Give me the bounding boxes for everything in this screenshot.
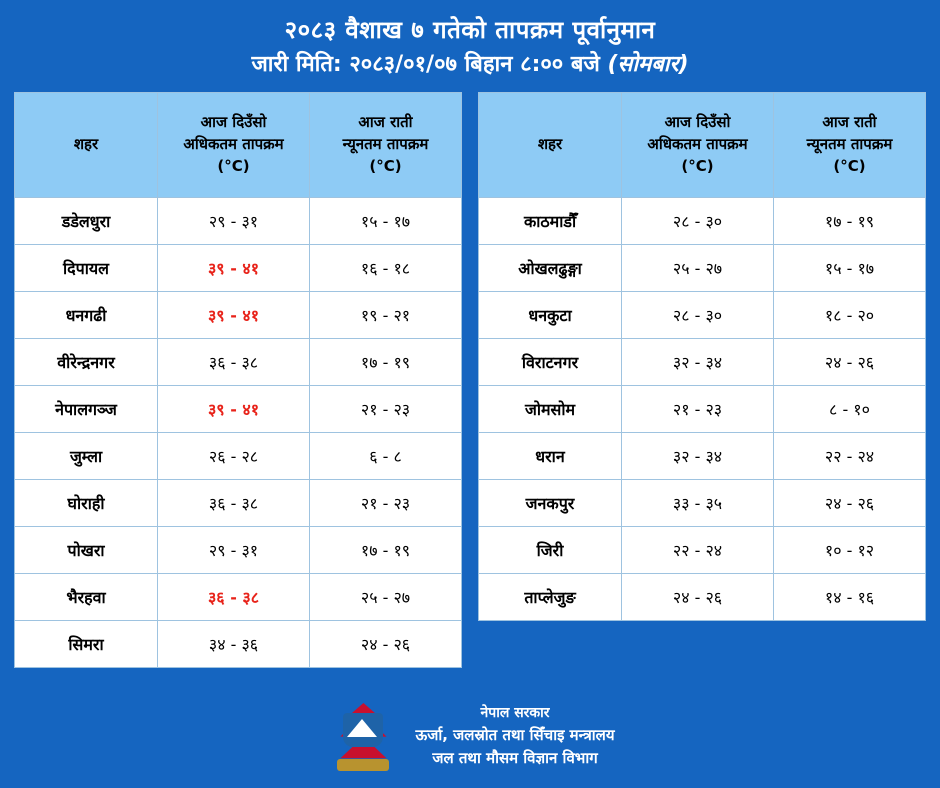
cell-min-temp: २४ - २६ [774, 339, 926, 386]
cell-city: घोराही [15, 480, 158, 527]
table-row [15, 621, 462, 668]
cell-city: धरान [479, 433, 622, 480]
max-temp-line1: आज दिउँसो [664, 113, 731, 132]
table-row [479, 198, 926, 245]
poster-footer [0, 688, 940, 788]
cell-city: काठमाडौँ [479, 198, 622, 245]
table-row [479, 292, 926, 339]
cell-max-temp: २२ - २४ [622, 527, 774, 574]
cell-max-temp: २८ - ३० [622, 292, 774, 339]
max-temp-unit: (°C) [217, 156, 250, 175]
cell-city: ओखलढुङ्गा [479, 245, 622, 292]
max-temp-line2: अधिकतम तापक्रम [183, 135, 284, 154]
cell-city: दिपायल [15, 245, 158, 292]
table-body-left [15, 198, 462, 668]
cell-city: जोमसोम [479, 386, 622, 433]
cell-min-temp: ८ - १० [774, 386, 926, 433]
page-title: २०८३ वैशाख ७ गतेको तापक्रम पूर्वानुमान [284, 16, 656, 44]
min-temp-unit: (°C) [833, 156, 866, 175]
table-row [15, 480, 462, 527]
cell-city: वीरेन्द्रनगर [15, 339, 158, 386]
cell-max-temp: ३९ - ४१ [158, 245, 310, 292]
cell-city: भैरहवा [15, 574, 158, 621]
table-row [479, 433, 926, 480]
cell-min-temp: ६ - ८ [310, 433, 462, 480]
table-body-right [479, 198, 926, 621]
cell-max-temp: २१ - २३ [622, 386, 774, 433]
cell-min-temp: २१ - २३ [310, 480, 462, 527]
min-temp-line1: आज राती [822, 113, 877, 132]
cell-max-temp: ३६ - ३८ [158, 480, 310, 527]
min-temp-line2: न्यूनतम तापक्रम [806, 135, 893, 154]
cell-max-temp: ३६ - ३८ [158, 574, 310, 621]
min-temp-line2: न्यूनतम तापक्रम [342, 135, 429, 154]
cell-min-temp: २२ - २४ [774, 433, 926, 480]
forecast-table-left [14, 92, 462, 668]
cell-min-temp: १७ - १९ [310, 527, 462, 574]
cell-min-temp: १८ - २० [774, 292, 926, 339]
cell-max-temp: २५ - २७ [622, 245, 774, 292]
column-header-min-temp [310, 93, 462, 198]
table-row [479, 245, 926, 292]
cell-max-temp: २४ - २६ [622, 574, 774, 621]
cell-city: सिमरा [15, 621, 158, 668]
cell-min-temp: २४ - २६ [774, 480, 926, 527]
cell-max-temp: ३९ - ४१ [158, 386, 310, 433]
table-row [479, 574, 926, 621]
table-row [15, 245, 462, 292]
table-row [15, 386, 462, 433]
footer-text [415, 703, 614, 769]
cell-max-temp: ३४ - ३६ [158, 621, 310, 668]
cell-city: जिरी [479, 527, 622, 574]
column-header-city: शहर [479, 93, 622, 198]
table-row [479, 386, 926, 433]
cell-max-temp: २९ - ३१ [158, 198, 310, 245]
column-header-city: शहर [15, 93, 158, 198]
table-row [15, 574, 462, 621]
table-row [479, 527, 926, 574]
cell-min-temp: १५ - १७ [774, 245, 926, 292]
table-row [479, 339, 926, 386]
cell-min-temp: २५ - २७ [310, 574, 462, 621]
cell-city: जनकपुर [479, 480, 622, 527]
column-header-min-temp [774, 93, 926, 198]
cell-city: धनगढी [15, 292, 158, 339]
table-header-row [479, 93, 926, 198]
footer-line-ministry: ऊर्जा, जलस्रोत तथा सिँचाइ मन्त्रालय [415, 726, 615, 744]
emblem-mountain-icon [347, 719, 377, 737]
table-row [15, 198, 462, 245]
forecast-table-right [478, 92, 926, 621]
cell-max-temp: ३६ - ३८ [158, 339, 310, 386]
cell-city: ताप्लेजुङ [479, 574, 622, 621]
cell-min-temp: २१ - २३ [310, 386, 462, 433]
cell-city: धनकुटा [479, 292, 622, 339]
table-header-row [15, 93, 462, 198]
table-head-left [15, 93, 462, 198]
issued-datetime [20, 50, 920, 80]
cell-max-temp: २८ - ३० [622, 198, 774, 245]
cell-max-temp: ३२ - ३४ [622, 339, 774, 386]
column-header-max-temp [622, 93, 774, 198]
footer-line-department: जल तथा मौसम विज्ञान विभाग [432, 748, 598, 767]
table-row [15, 292, 462, 339]
max-temp-unit: (°C) [681, 156, 714, 175]
emblem-base-band [337, 759, 389, 771]
cell-max-temp: २६ - २८ [158, 433, 310, 480]
cell-min-temp: २४ - २६ [310, 621, 462, 668]
cell-min-temp: १५ - १७ [310, 198, 462, 245]
cell-city: विराटनगर [479, 339, 622, 386]
table-row [15, 339, 462, 386]
issued-datetime-text: जारी मिति: २०८३/०१/०७ बिहान ८:०० बजे [251, 52, 608, 78]
cell-min-temp: १४ - १६ [774, 574, 926, 621]
nepal-emblem-icon [325, 697, 401, 775]
cell-max-temp: २९ - ३१ [158, 527, 310, 574]
cell-city: डडेलधुरा [15, 198, 158, 245]
footer-line-government: नेपाल सरकार [480, 705, 550, 721]
cell-max-temp: ३२ - ३४ [622, 433, 774, 480]
cell-min-temp: १७ - १९ [310, 339, 462, 386]
min-temp-line1: आज राती [358, 113, 413, 132]
cell-max-temp: ३९ - ४१ [158, 292, 310, 339]
cell-city: जुम्ला [15, 433, 158, 480]
poster-header [0, 0, 940, 92]
cell-min-temp: १० - १२ [774, 527, 926, 574]
table-row [15, 527, 462, 574]
cell-city: पोखरा [15, 527, 158, 574]
cell-min-temp: १७ - १९ [774, 198, 926, 245]
table-row [479, 480, 926, 527]
min-temp-unit: (°C) [369, 156, 402, 175]
cell-min-temp: १९ - २१ [310, 292, 462, 339]
table-row [15, 433, 462, 480]
column-header-max-temp [158, 93, 310, 198]
table-head-right [479, 93, 926, 198]
issued-weekday: (सोमबार) [607, 52, 689, 78]
tables-container [0, 92, 940, 688]
cell-max-temp: ३३ - ३५ [622, 480, 774, 527]
max-temp-line2: अधिकतम तापक्रम [647, 135, 748, 154]
cell-city: नेपालगञ्ज [15, 386, 158, 433]
cell-min-temp: १६ - १८ [310, 245, 462, 292]
max-temp-line1: आज दिउँसो [200, 113, 267, 132]
